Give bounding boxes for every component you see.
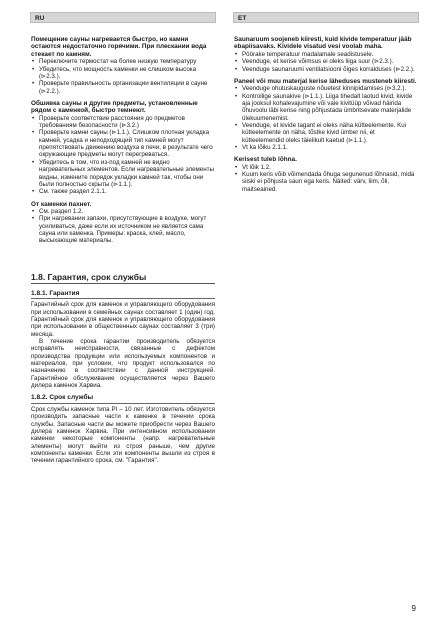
- section-title: 1.8. Гарантия, срок службы: [31, 272, 147, 282]
- et-heading-2: Paneel või muu materjal kerise läheduses musteneb kiiresti.: [234, 77, 417, 85]
- list-item: • Veenduge, et kivide tagant ei oleks näha kütteelemente. Kui kütteelemente on näha, tõstke kivid ümber nii, et kütteelemendid oleks täielikult kaetud (⊳1.1.).: [234, 122, 418, 144]
- subsection-divider: [31, 298, 215, 299]
- et-column: [234, 36, 418, 193]
- et-heading-3: Kerisest tuleb lõhna.: [234, 156, 297, 164]
- list-item: • Kontrollige saunakive (⊳1.1.). Liiga tihedalt laotud kivid, kivide aja jooksul kohalevajumine või vale kivitüüp võivad häirida õhuvoolu läbi kerise ning põhjustada ümbritsevate materjalide ülekuumenemist.: [234, 93, 418, 122]
- list-item: • Проверьте правильность организации вентиляции в сауне (⊳2.2.).: [31, 80, 215, 95]
- ru-column: [31, 36, 215, 245]
- list-item: • Kuum keris võib võimendada õhuga segunenud lõhnasid, mida siiski ei põhjusta saun ega keris. Näited: värv, liim, õli, maitseained.: [234, 171, 418, 193]
- et-list-2: [234, 85, 418, 151]
- et-list-3: [234, 164, 418, 193]
- list-item: • Убедитесь, что мощность каменки не слишком высока (⊳2.3.).: [31, 66, 215, 81]
- ru-heading-2: Обшивка сауны и другие предметы, установленные рядом с каменкой, быстро темнеют.: [31, 99, 198, 115]
- list-item: • См. раздел 1.2.: [31, 208, 215, 215]
- list-item: • Переключите термостат на более низкую температуру: [31, 58, 215, 65]
- section-divider: [31, 283, 215, 284]
- ru-list-1: [31, 58, 215, 95]
- list-item: • Veenduge ohutuskauguste nõuetest kinnipidamises (⊳3.2.).: [234, 85, 418, 92]
- list-item: • Vt lõik 1.2.: [234, 164, 418, 171]
- list-item: • Veenduge, et kerise võimsus ei oleks liiga suur (⊳2.3.).: [234, 58, 418, 65]
- list-item: • При нагревании запахи, присутствующие в воздухе, могут усиливаться, даже если их источником не является сама сауна или каменка. Примеры: краска, клей, масло, высыхающие материалы.: [31, 215, 215, 244]
- ru-list-3: [31, 208, 215, 245]
- list-item: • См. также раздел 2.1.1.: [31, 188, 215, 195]
- subsection-divider: [31, 403, 215, 404]
- list-item: • Убедитесь в том, что из-под камней не видно нагревательных элементов. Если нагревательные элементы видны, измените порядок укладки камней так, чтобы они были полностью скрыты (⊳1.1.).: [31, 159, 215, 188]
- ru-heading-1: Помещение сауны нагревается быстро, но камни остаются недостаточно горячими. При плескании вода стекает по камням.: [31, 36, 207, 58]
- ru-warranty-section: [31, 290, 215, 465]
- list-item: • Vt ka lõiku 2.1.1.: [234, 144, 418, 151]
- list-item: • Veenduge saunaruumi ventilatsiooni õiges korralduses (⊳2.2.).: [234, 66, 418, 73]
- service-life-paragraph: Срок службы каменок типа PI – 10 лет. Изготовитель обязуется производить запасные части к каменке в течении срока службы. Запасные части вы можете приобрести через Вашего дилера каменок Харвиа. При интенсивном использовании каменки некоторые компоненты (напр. нагревательные элементы) могут выйти из строя раньше, чем другие компоненты каменки. Если эти компоненты вышли из строя в течении гарантийного срока, см. "Гарантия".: [31, 405, 215, 465]
- language-label-ru: RU: [30, 12, 216, 23]
- warranty-paragraph-1: Гарантийный срок для каменок и управляющего оборудования при использовании в семейных саунах составляет 1 (один) год. Гарантийный срок для каменок и управляющего оборудования при использовании в общественных саунах составляет 3 (три) месяца.: [31, 301, 215, 338]
- list-item: • Проверьте соответствие расстояния до предметов требованиям безопасности (⊳3.2.): [31, 115, 215, 130]
- list-item: • Pöörake temperatuur madalamale seadistusele.: [234, 51, 418, 58]
- et-heading-1: Saunaruum soojeneb kiiresti, kuid kivide temperatuur jääb ebapiisavaks. Kividele visatud vesi voolab maha.: [234, 36, 412, 51]
- subsection-title-service-life: 1.8.2. Срок службы: [31, 394, 94, 402]
- list-item: • Проверьте камни сауны (⊳1.1.). Слишком плотная укладка камней, усадка и неподходящий тип камней могут препятствовать движению воздуха в печи, в результате чего окружающие предметы могут перегреваться.: [31, 129, 215, 158]
- page-number: 9: [411, 604, 416, 613]
- ru-list-2: [31, 115, 215, 196]
- language-label-et: ET: [233, 12, 419, 23]
- warranty-paragraph-2: В течение срока гарантии производитель обязуется исправлять неисправности, связанные с дефектом производства продукции или используемых компонентов и материалов, при условии, что продукт использовался по назначению в соответствии с данной инструкцией. Гарантийное обслуживание осуществляется через Вашего дилера каменок Харвиа.: [31, 338, 215, 390]
- ru-heading-3: От каменки пахнет.: [31, 200, 92, 208]
- et-list-1: [234, 51, 418, 73]
- subsection-title-warranty: 1.8.1. Гарантия: [31, 290, 80, 297]
